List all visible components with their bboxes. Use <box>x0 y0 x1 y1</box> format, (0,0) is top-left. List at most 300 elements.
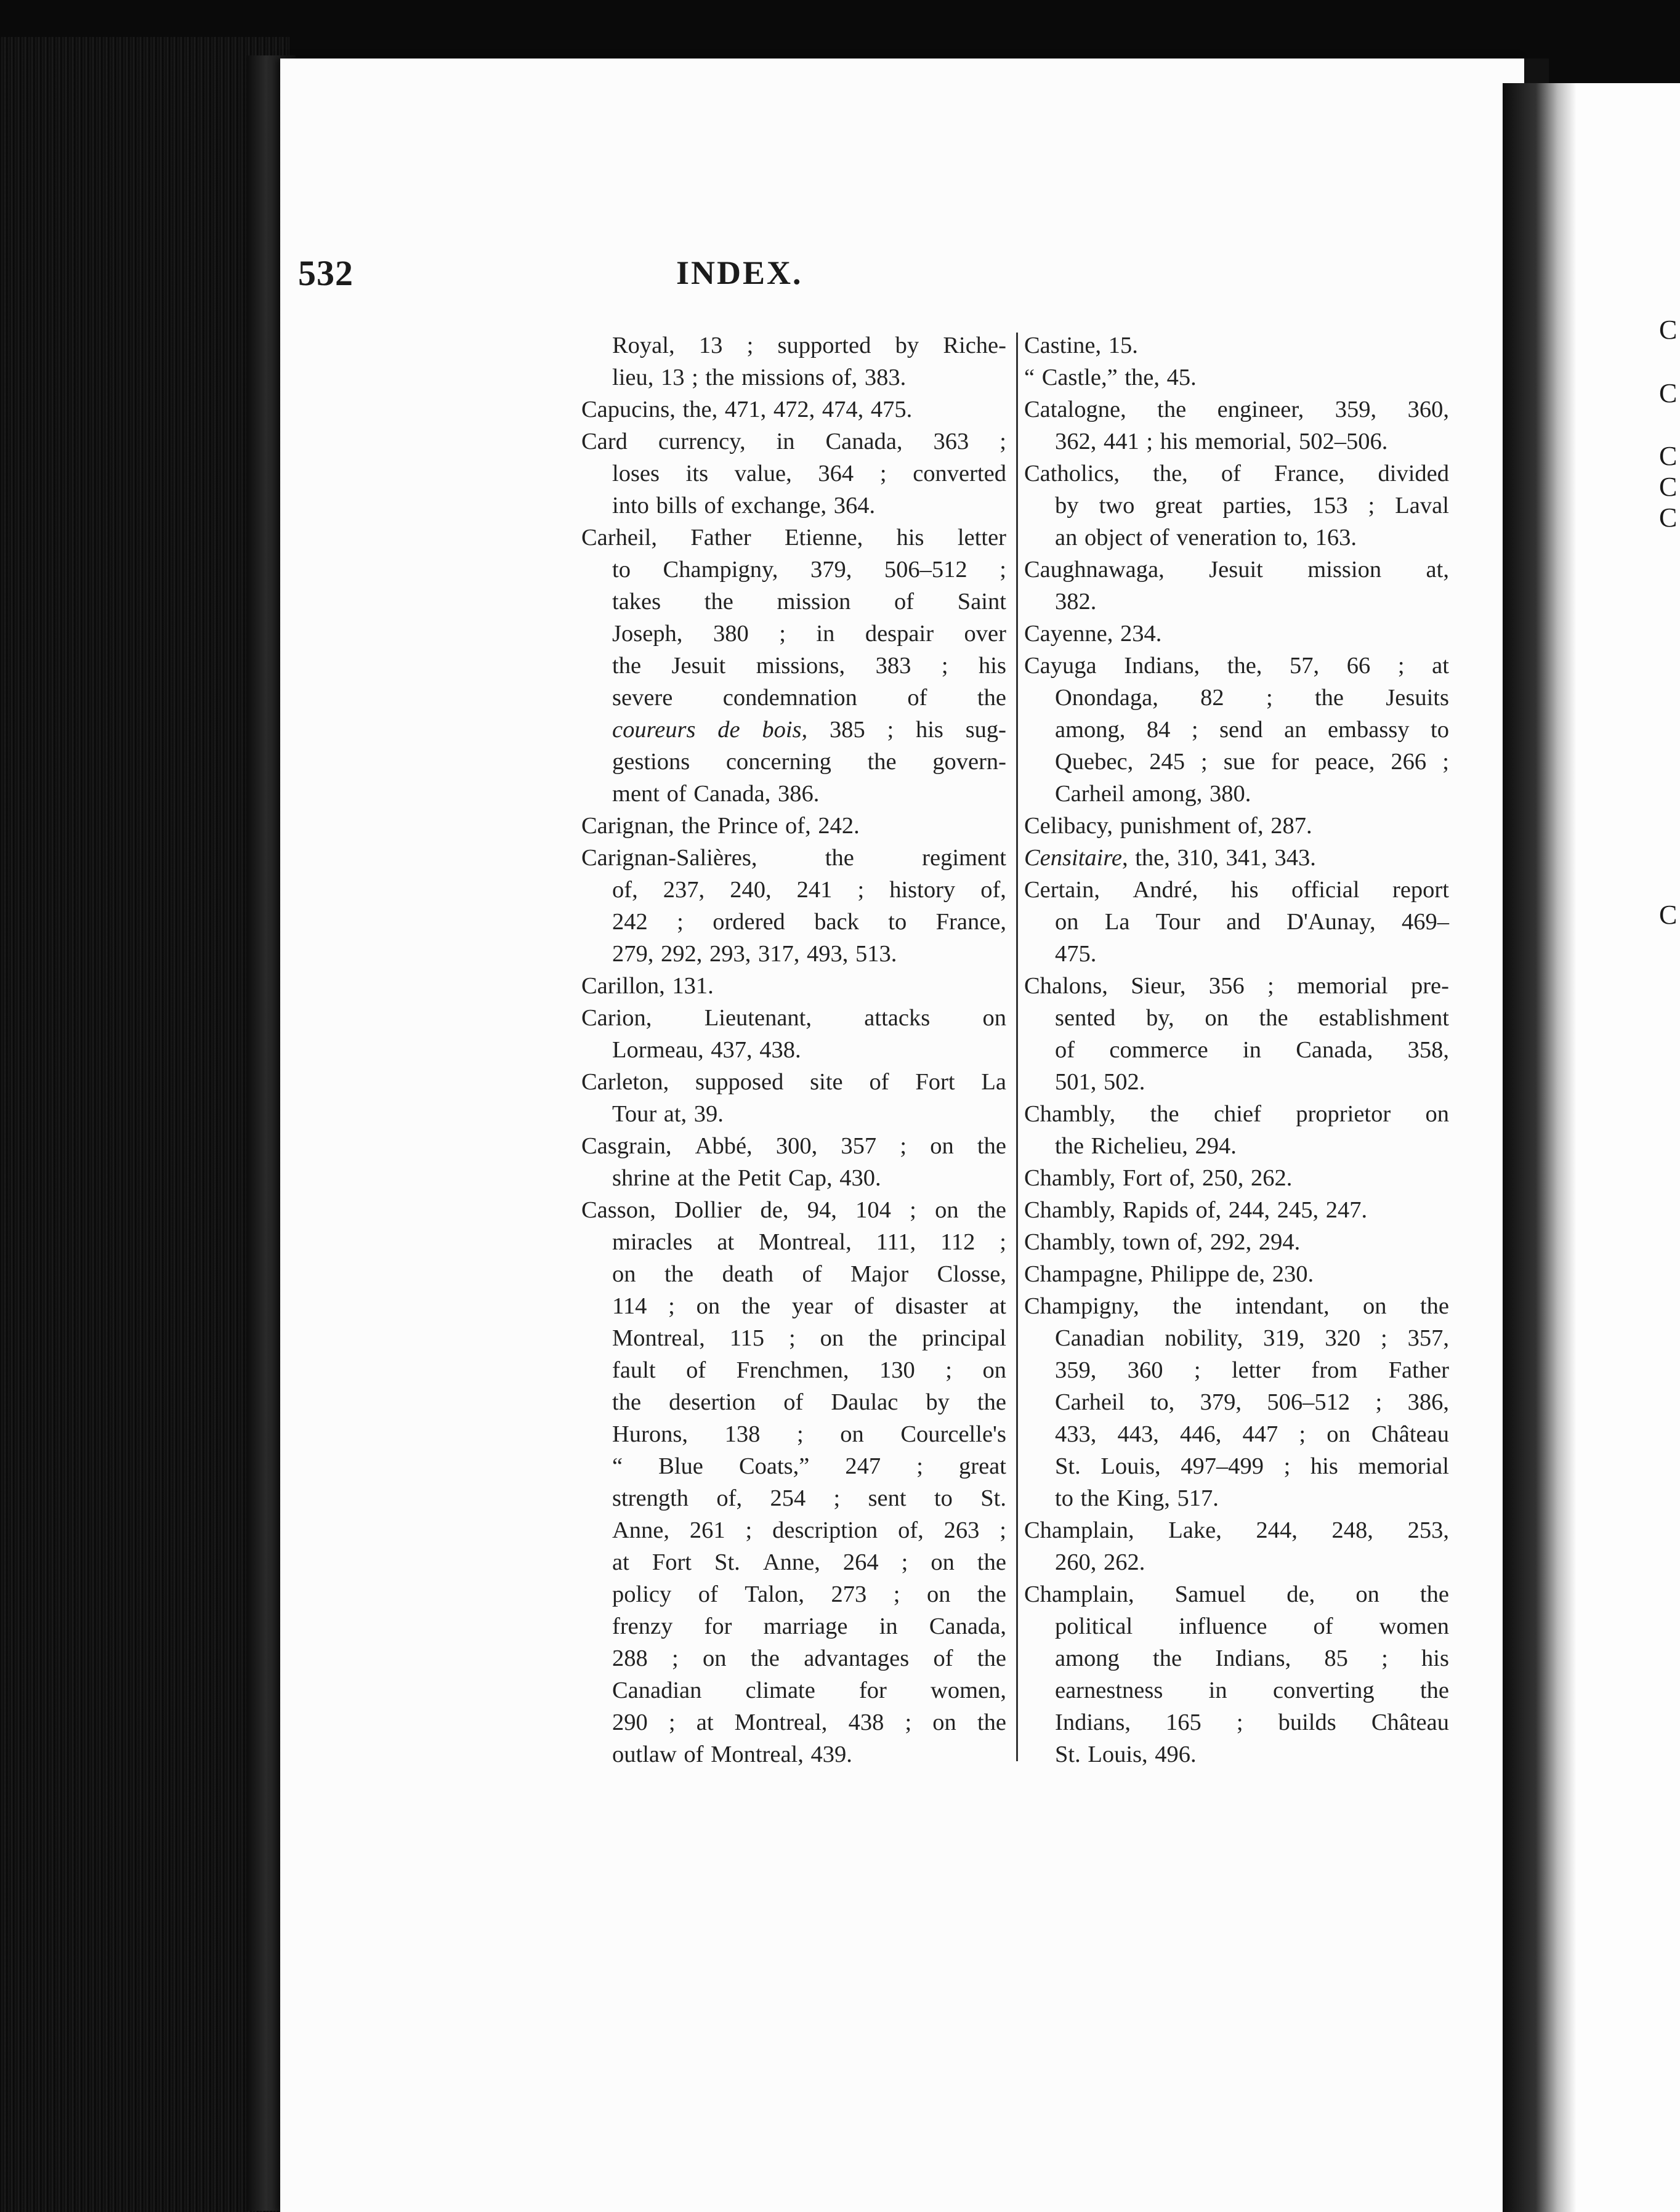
index-line <box>581 329 1006 361</box>
index-word: St. <box>1055 1453 1081 1479</box>
index-word: disaster <box>895 1293 968 1319</box>
index-line <box>1024 746 1449 778</box>
index-word: from <box>1311 1357 1358 1383</box>
index-word: embassy <box>1327 717 1410 743</box>
index-word: for <box>858 1677 887 1703</box>
index-word: ; <box>1000 429 1006 454</box>
index-line <box>1024 1738 1449 1770</box>
index-word: his <box>896 525 924 551</box>
index-word: gestions <box>612 749 690 775</box>
index-word: on <box>840 1421 864 1447</box>
index-word: miracles <box>612 1229 693 1255</box>
index-line <box>1024 1162 1449 1194</box>
index-line <box>581 1066 1006 1098</box>
index-line-text: Chambly, town of, 292, 294. <box>1024 1229 1301 1255</box>
index-line <box>581 1738 1006 1770</box>
index-word: D'Aunay, <box>1286 909 1376 935</box>
index-word: 364 <box>818 461 854 486</box>
index-word: condemnation <box>722 685 857 711</box>
index-word: ; <box>905 1709 912 1735</box>
index-word: 383 <box>875 653 911 679</box>
index-word: Carion, <box>581 1005 652 1031</box>
index-line <box>1024 1578 1449 1610</box>
index-word: the <box>868 1325 898 1351</box>
index-line-text <box>1024 650 1449 682</box>
index-line <box>1024 1034 1449 1066</box>
index-word: ; <box>1381 1325 1387 1351</box>
index-word: the <box>750 1645 780 1671</box>
index-word: principal <box>922 1325 1006 1351</box>
index-word: mission <box>777 589 851 615</box>
index-word: proprietor <box>1296 1101 1391 1127</box>
index-word: Jesuit <box>1209 557 1263 583</box>
index-line-text <box>1055 1354 1449 1386</box>
index-line-text: Champagne, Philippe de, 230. <box>1024 1261 1314 1287</box>
index-line-text <box>581 1002 1006 1034</box>
index-word: year <box>791 1293 833 1319</box>
index-line <box>1024 1706 1449 1738</box>
index-line-text: to the King, 517. <box>1055 1485 1219 1511</box>
index-word: Carheil <box>1055 1389 1125 1415</box>
index-word: Champigny, <box>663 557 778 583</box>
index-word: Montreal, <box>759 1229 852 1255</box>
index-word: Chambly, <box>1024 1101 1116 1127</box>
index-line-text <box>1055 1322 1449 1354</box>
index-word: de, <box>760 1197 789 1223</box>
index-word: Onondaga, <box>1055 685 1158 711</box>
index-word: concerning <box>725 749 831 775</box>
index-line <box>581 1418 1006 1450</box>
index-line-text <box>612 906 1006 938</box>
index-word: 385 <box>829 717 865 743</box>
index-word: Jesuits <box>1386 685 1449 711</box>
index-word: influence <box>1179 1613 1267 1639</box>
index-line <box>581 1290 1006 1322</box>
index-word: ; <box>1236 1709 1243 1735</box>
index-line <box>581 1322 1006 1354</box>
index-word: the, <box>1227 653 1262 679</box>
index-line-text <box>612 1514 1006 1546</box>
index-line-text <box>1055 1706 1449 1738</box>
index-word: divided <box>1378 461 1449 486</box>
index-word: Anne, <box>612 1517 670 1543</box>
index-word: Certain, <box>1024 877 1100 903</box>
index-word: currency, <box>658 429 746 454</box>
index-line <box>581 1514 1006 1546</box>
index-word: in <box>776 429 795 454</box>
index-word: 443, <box>1117 1421 1159 1447</box>
index-word: 363 <box>933 429 969 454</box>
index-word: ; <box>857 877 865 903</box>
index-word: on <box>1205 1005 1229 1031</box>
index-column-left <box>581 329 1006 1770</box>
index-word: the <box>612 1389 642 1415</box>
index-word: by <box>1055 493 1079 519</box>
index-line-text <box>612 682 1006 714</box>
index-word: Casson, <box>581 1197 656 1223</box>
index-word: ; <box>941 653 948 679</box>
index-word: in <box>1243 1037 1261 1063</box>
index-word: 13 <box>698 333 723 358</box>
index-word: Closse, <box>937 1261 1006 1287</box>
index-word: ; <box>910 1197 916 1223</box>
index-line <box>1024 1130 1449 1162</box>
index-line <box>1024 1290 1449 1322</box>
index-word: nobility, <box>1165 1325 1243 1351</box>
index-line-text <box>1055 1450 1449 1482</box>
index-word: 359, <box>1055 1357 1097 1383</box>
index-line-text <box>1055 1002 1449 1034</box>
index-word: 359, <box>1335 397 1377 422</box>
index-word: by, <box>1146 1005 1174 1031</box>
index-line <box>1024 1098 1449 1130</box>
index-word: the <box>1420 1293 1449 1319</box>
index-line-text <box>1055 1642 1449 1674</box>
index-word: his <box>1310 1453 1338 1479</box>
index-word: the <box>1259 1005 1288 1031</box>
index-line <box>581 1450 1006 1482</box>
index-line-text: Cayenne, 234. <box>1024 621 1162 647</box>
index-word: 104 <box>855 1197 891 1223</box>
index-line-text: Lormeau, 437, 438. <box>612 1037 801 1063</box>
index-word: Catholics, <box>1024 461 1120 486</box>
index-line-text: Castine, 15. <box>1024 333 1138 358</box>
index-line <box>581 682 1006 714</box>
index-word: of, <box>612 877 638 903</box>
index-word: 380 <box>713 621 749 647</box>
index-word: govern- <box>932 749 1006 775</box>
index-word: on <box>935 1197 959 1223</box>
index-word: 242 <box>612 909 648 935</box>
index-word: de <box>717 717 740 743</box>
index-line-text <box>1055 1674 1449 1706</box>
index-word: at <box>989 1293 1006 1319</box>
index-word: ; <box>1193 1357 1201 1383</box>
index-line <box>581 810 1006 842</box>
facing-page-letter: C <box>1659 315 1678 345</box>
column-divider <box>1016 333 1018 1761</box>
index-line <box>581 938 1006 970</box>
index-word: builds <box>1278 1709 1336 1735</box>
index-word: André, <box>1133 877 1198 903</box>
index-word: of <box>698 1581 718 1607</box>
index-word: Catalogne, <box>1024 397 1126 422</box>
index-word: great <box>959 1453 1006 1479</box>
index-word: de, <box>1286 1581 1315 1607</box>
index-word: Frenchmen, <box>736 1357 849 1383</box>
index-word: of <box>1313 1613 1333 1639</box>
index-word: by <box>926 1389 950 1415</box>
index-word: 114 <box>612 1293 647 1319</box>
index-word: ; <box>672 1645 679 1671</box>
index-line-text <box>612 1386 1006 1418</box>
index-word: women, <box>931 1677 1006 1703</box>
index-word: 244, <box>1256 1517 1298 1543</box>
index-word: Quebec, <box>1055 749 1134 775</box>
index-word: 290 <box>612 1709 648 1735</box>
index-line-text <box>1055 490 1449 522</box>
index-line-text <box>612 618 1006 650</box>
index-word: 111, <box>876 1229 916 1255</box>
index-word: Dollier <box>674 1197 742 1223</box>
index-italic-term: Censitaire <box>1024 845 1122 871</box>
index-word: ; <box>1267 973 1274 999</box>
index-line <box>581 1194 1006 1226</box>
index-word: 506–512 <box>884 557 967 583</box>
index-word: the <box>612 653 642 679</box>
index-word: converted <box>913 461 1006 486</box>
index-word: 358, <box>1407 1037 1449 1063</box>
index-word: peace, <box>1315 749 1375 775</box>
index-word: 288 <box>612 1645 648 1671</box>
index-word: on <box>982 1005 1006 1031</box>
index-word: death <box>722 1261 773 1287</box>
index-word: 360 <box>1127 1357 1163 1383</box>
index-word: his <box>1421 1645 1449 1671</box>
index-line-text <box>612 554 1006 586</box>
index-word: value, <box>734 461 792 486</box>
index-line-text <box>1024 394 1449 426</box>
index-word: Lake, <box>1168 1517 1222 1543</box>
index-word: 447 <box>1242 1421 1278 1447</box>
index-word: 320 <box>1325 1325 1361 1351</box>
index-line <box>581 1706 1006 1738</box>
index-word: missions, <box>756 653 846 679</box>
running-title: INDEX. <box>676 254 803 291</box>
index-line-text <box>1055 1418 1449 1450</box>
index-word: women <box>1379 1613 1449 1639</box>
index-line <box>1024 1322 1449 1354</box>
index-line-text <box>612 1642 1006 1674</box>
index-word: the <box>977 1709 1006 1735</box>
index-word: the <box>977 1581 1006 1607</box>
index-word: ; <box>916 1453 923 1479</box>
index-word: 261 <box>689 1517 725 1543</box>
index-line-text <box>612 1546 1006 1578</box>
index-word: desertion <box>669 1389 756 1415</box>
index-line <box>1024 714 1449 746</box>
index-word: fault <box>612 1357 656 1383</box>
index-word: Laval <box>1395 493 1449 519</box>
index-word: to <box>934 1485 953 1511</box>
index-line-text <box>581 426 1006 458</box>
index-line-text <box>581 522 1006 554</box>
index-word: Hurons, <box>612 1421 688 1447</box>
index-line <box>581 906 1006 938</box>
index-word: official <box>1291 877 1360 903</box>
index-word: to <box>1431 717 1449 743</box>
index-word: Courcelle's <box>900 1421 1006 1447</box>
index-line <box>581 1354 1006 1386</box>
index-word: ; <box>1191 717 1198 743</box>
index-word: for <box>704 1613 732 1639</box>
index-word: Abbé, <box>695 1133 753 1159</box>
index-word: Champlain, <box>1024 1517 1134 1543</box>
index-line <box>1024 1258 1449 1290</box>
index-word: parties, <box>1222 493 1292 519</box>
index-word: Fort <box>652 1549 692 1575</box>
index-word: on <box>1355 1581 1379 1607</box>
index-word: 497–499 <box>1181 1453 1264 1479</box>
index-word: Joseph, <box>612 621 683 647</box>
index-line <box>1024 1642 1449 1674</box>
index-line-text: 260, 262. <box>1055 1549 1145 1575</box>
index-word: 245 <box>1149 749 1185 775</box>
index-word: Caughnawaga, <box>1024 557 1165 583</box>
index-word: 356 <box>1208 973 1245 999</box>
index-word: La <box>1104 909 1130 935</box>
facing-page-letter: C <box>1659 503 1678 533</box>
index-line-text: outlaw of Montreal, 439. <box>612 1742 852 1767</box>
index-word: St. <box>980 1485 1006 1511</box>
index-word: ; <box>779 621 786 647</box>
index-word: of <box>686 1357 706 1383</box>
index-word: ; <box>945 1357 952 1383</box>
index-line-text <box>612 1578 1006 1610</box>
index-word: policy <box>612 1581 672 1607</box>
index-word: 241 <box>796 877 833 903</box>
index-line <box>1024 1450 1449 1482</box>
index-word: coureurs <box>612 717 696 743</box>
index-word: 266 <box>1391 749 1427 775</box>
index-word: an <box>1284 717 1307 743</box>
index-line <box>581 458 1006 490</box>
index-line-text <box>1055 1034 1449 1066</box>
index-line-text <box>1024 1514 1449 1546</box>
index-word: 273 <box>831 1581 867 1607</box>
index-word: converting <box>1272 1677 1375 1703</box>
index-line <box>581 1674 1006 1706</box>
index-word: for <box>1271 749 1299 775</box>
index-line-text: 382. <box>1055 589 1097 615</box>
index-line-text: 362, 441 ; his memorial, 502–506. <box>1055 429 1388 454</box>
index-word: commerce <box>1109 1037 1208 1063</box>
index-line-text <box>612 586 1006 618</box>
index-word: Fort <box>915 1069 955 1095</box>
index-word: the <box>977 1133 1006 1159</box>
index-word: Indians, <box>1055 1709 1131 1735</box>
index-word: St. <box>714 1549 740 1575</box>
index-word: ; <box>901 1549 908 1575</box>
index-word: France, <box>935 909 1006 935</box>
index-line <box>581 586 1006 618</box>
index-line-text <box>1024 1578 1449 1610</box>
index-word: report <box>1392 877 1449 903</box>
index-word: ; <box>1000 557 1006 583</box>
index-line <box>581 361 1006 394</box>
index-line <box>1024 554 1449 586</box>
index-word: over <box>964 621 1006 647</box>
index-word: of, <box>898 1517 924 1543</box>
index-word: ; <box>1368 493 1375 519</box>
index-word: the <box>1420 1581 1449 1607</box>
index-word: and <box>1226 909 1261 935</box>
index-line <box>1024 906 1449 938</box>
index-word: ; <box>887 717 894 743</box>
index-word: establishment <box>1319 1005 1449 1031</box>
index-word: severe <box>612 685 673 711</box>
index-line <box>581 1578 1006 1610</box>
index-line-text: “ Castle,” the, 45. <box>1024 365 1197 390</box>
index-word: earnestness <box>1055 1677 1163 1703</box>
index-line-text <box>1055 906 1449 938</box>
index-word: on <box>1055 909 1079 935</box>
index-word: ; <box>788 1325 796 1351</box>
index-line <box>581 426 1006 458</box>
index-word: 248, <box>1331 1517 1373 1543</box>
index-word: 264 <box>842 1549 879 1575</box>
index-word: 360, <box>1407 397 1449 422</box>
index-word: in <box>879 1613 898 1639</box>
index-word: 94, <box>807 1197 837 1223</box>
index-line-text <box>1024 1098 1449 1130</box>
index-word: ; <box>893 1581 900 1607</box>
index-word: of, <box>980 877 1006 903</box>
index-word: the <box>664 1261 694 1287</box>
index-word: ; <box>1000 1229 1006 1255</box>
index-line <box>1024 1386 1449 1418</box>
index-word: ; <box>833 1485 841 1511</box>
index-word: description <box>772 1517 878 1543</box>
index-line <box>1024 1002 1449 1034</box>
index-word: 247 <box>845 1453 881 1479</box>
index-line-text <box>612 458 1006 490</box>
index-word: Etienne, <box>785 525 863 551</box>
index-word: ; <box>1375 1389 1383 1415</box>
index-line-text: Carillon, 131. <box>581 973 714 999</box>
index-word: of <box>933 1645 953 1671</box>
index-word: memorial <box>1358 1453 1449 1479</box>
index-word: takes <box>612 589 661 615</box>
index-word: intendant, <box>1235 1293 1330 1319</box>
index-line-text <box>612 1610 1006 1642</box>
index-word: the <box>1420 1677 1449 1703</box>
index-word: Major <box>850 1261 909 1287</box>
index-word: at, <box>1426 557 1449 583</box>
index-line <box>1024 842 1449 874</box>
index-line-text <box>612 1258 1006 1290</box>
index-word: of <box>854 1293 874 1319</box>
spine-shadow <box>1503 83 1577 2212</box>
index-line <box>1024 1546 1449 1578</box>
index-word: Indians, <box>1124 653 1200 679</box>
index-word: 254 <box>770 1485 806 1511</box>
index-line-text <box>1055 1386 1449 1418</box>
index-word: the <box>977 1197 1006 1223</box>
index-line-text: St. Louis, 496. <box>1055 1742 1197 1767</box>
index-word: Carleton, <box>581 1069 669 1095</box>
index-word: the <box>1157 397 1187 422</box>
index-line-text <box>1055 746 1449 778</box>
index-word: Montreal, <box>734 1709 828 1735</box>
index-line <box>581 1226 1006 1258</box>
index-word: the <box>741 1293 771 1319</box>
index-word: Louis, <box>1100 1453 1161 1479</box>
index-word: of <box>894 589 915 615</box>
index-word: the <box>1153 1645 1182 1671</box>
index-line-text: the Richelieu, 294. <box>1055 1133 1237 1159</box>
index-word: marriage <box>763 1613 848 1639</box>
index-word: 379, <box>1200 1389 1242 1415</box>
index-word: ; <box>796 1421 804 1447</box>
index-line-text: Chambly, Rapids of, 244, 245, 247. <box>1024 1197 1368 1223</box>
index-line <box>1024 1674 1449 1706</box>
index-word: mission <box>1307 557 1382 583</box>
facing-page-letter: C <box>1659 441 1678 471</box>
index-word: sent <box>868 1485 907 1511</box>
index-line-text: Capucins, the, 471, 472, 474, 475. <box>581 397 913 422</box>
index-word: on <box>1425 1101 1449 1127</box>
